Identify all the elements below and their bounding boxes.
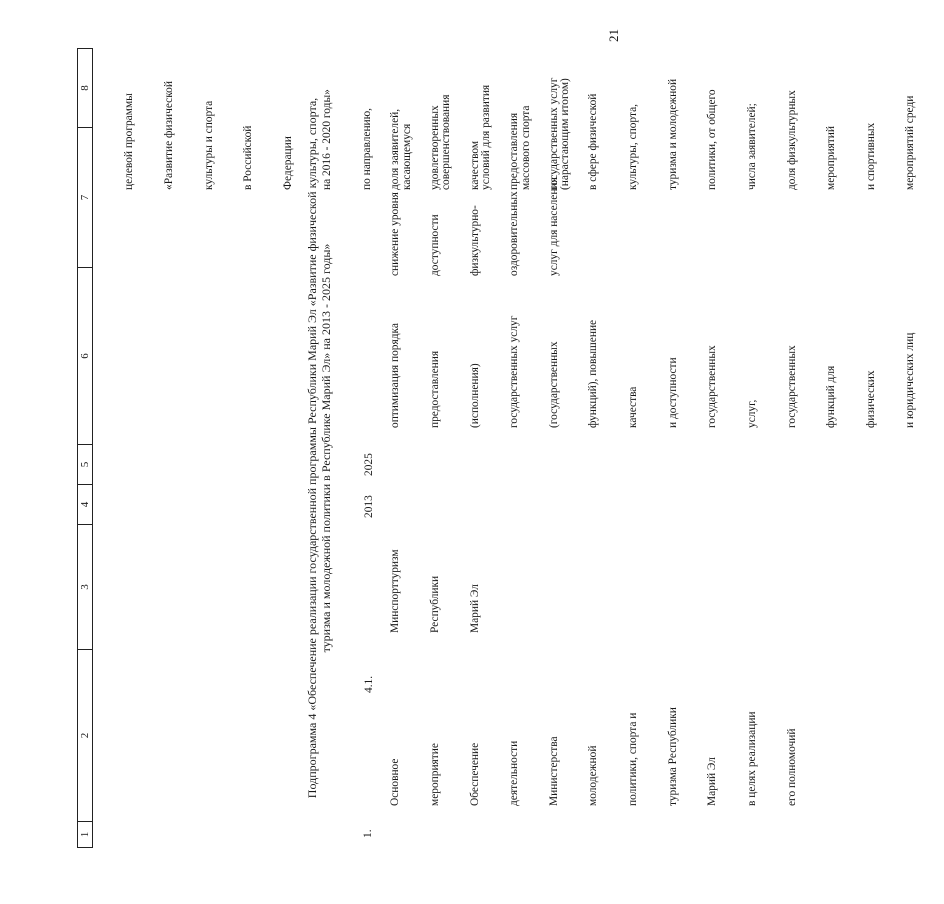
text-line: его полномочий bbox=[785, 728, 798, 806]
text-line: мероприятий среди bbox=[904, 95, 917, 190]
text-line: в целях реализации bbox=[745, 711, 758, 806]
table-header-col-4: 4 bbox=[77, 485, 93, 525]
text-line: доля физкультурных bbox=[785, 90, 798, 190]
text-line: числа заявителей; bbox=[745, 103, 758, 190]
text-line: государственных услуг bbox=[508, 315, 521, 428]
text-line: физических bbox=[864, 370, 877, 428]
text-line: в Российской bbox=[242, 125, 255, 190]
subprogram-title-line-1: Подпрограмма 4 «Обеспечение реализации государственной программы Республики Марий Эл «Развитие физической культуры, спорта, bbox=[305, 97, 319, 799]
text-line: (государственных bbox=[547, 341, 560, 428]
indicators bbox=[363, 78, 944, 190]
text-line: и юридических лиц bbox=[904, 332, 917, 428]
text-line: массового спорта bbox=[519, 105, 532, 190]
text-line: Министерства bbox=[547, 736, 560, 806]
text-line: функций для bbox=[825, 365, 838, 428]
text-line: (исполнения) bbox=[468, 363, 481, 428]
text-line: деятельности bbox=[508, 740, 521, 806]
text-line: культуры, спорта, bbox=[627, 104, 640, 190]
page-number: 21 bbox=[606, 29, 621, 42]
text-line: совершенствования bbox=[440, 94, 453, 190]
table-header-col-5: 5 bbox=[77, 445, 93, 485]
text-line: в сфере физической bbox=[587, 93, 600, 190]
text-line: по направлению, bbox=[361, 107, 374, 190]
text-line: оптимизация порядка bbox=[389, 323, 402, 428]
text-line: предоставления bbox=[508, 112, 521, 190]
start-year: 2013 bbox=[363, 495, 375, 518]
text-line: туризма Республики bbox=[666, 707, 679, 806]
text-line: качеством bbox=[468, 140, 481, 190]
text-line: доступности bbox=[429, 214, 442, 276]
subprogram-title-line-2: туризма и молодежной политики в Республике Марий Эл» на 2013 - 2025 годы» bbox=[319, 243, 333, 653]
rotated-table-page bbox=[77, 48, 917, 848]
text-line: культуры и спорта bbox=[202, 100, 215, 190]
text-line: государственных услуг bbox=[547, 77, 560, 190]
activity-code: 4.1. bbox=[363, 675, 375, 693]
text-line: на 2016 - 2020 годы» bbox=[321, 89, 334, 190]
text-line: доля заявителей, bbox=[389, 108, 402, 190]
text-line: мероприятий bbox=[825, 126, 838, 190]
text-line: услуг для населения bbox=[547, 177, 560, 276]
executor bbox=[363, 549, 508, 633]
text-line: Основное bbox=[389, 758, 402, 806]
text-line: целевой программы bbox=[123, 93, 136, 190]
text-line: снижение уровня bbox=[389, 192, 402, 276]
text-line: удовлетворенных bbox=[429, 105, 442, 190]
text-line: условий для развития bbox=[479, 84, 492, 190]
text-line: Федерации bbox=[281, 136, 294, 190]
table-header-col-6: 6 bbox=[77, 268, 93, 445]
table-header-col-8: 8 bbox=[77, 48, 93, 128]
text-line: государственных bbox=[706, 345, 719, 428]
text-line: «Развитие физической bbox=[163, 81, 176, 190]
text-line: Марий Эл bbox=[468, 584, 481, 633]
text-line: (нарастающим итогом) bbox=[559, 78, 572, 190]
table-header-col-1: 1 bbox=[77, 822, 93, 848]
text-line: политики, от общего bbox=[706, 89, 719, 190]
text-line: молодежной bbox=[587, 745, 600, 806]
activity-name bbox=[363, 707, 825, 806]
text-line: касающемуся bbox=[400, 123, 413, 190]
text-line: качества bbox=[627, 386, 640, 428]
text-line: Обеспечение bbox=[468, 742, 481, 806]
subprogram-title bbox=[305, 48, 333, 848]
end-year: 2025 bbox=[363, 453, 375, 476]
text-line: услуг, bbox=[745, 399, 758, 428]
text-line: туризма и молодежной bbox=[666, 78, 679, 190]
text-line: оздоровительных bbox=[508, 191, 521, 276]
text-line: государственных bbox=[785, 345, 798, 428]
text-line: и спортивных bbox=[864, 122, 877, 190]
text-line: мероприятие bbox=[429, 743, 442, 806]
text-line: функций), повышение bbox=[587, 319, 600, 428]
text-line: и доступности bbox=[666, 357, 679, 428]
consequences bbox=[363, 177, 587, 276]
row-number: 1. bbox=[362, 829, 374, 838]
text-line: политики, спорта и bbox=[627, 712, 640, 806]
text-line: Марий Эл bbox=[706, 757, 719, 806]
text-line: Республики bbox=[429, 575, 442, 633]
table-header-col-3: 3 bbox=[77, 525, 93, 650]
text-line: предоставления bbox=[429, 350, 442, 428]
table-header-col-7: 7 bbox=[77, 128, 93, 268]
table-header-col-2: 2 bbox=[77, 650, 93, 822]
text-line: Минспорттуризм bbox=[389, 549, 402, 633]
text-line: физкультурно- bbox=[468, 205, 481, 276]
expected-result bbox=[363, 316, 944, 428]
